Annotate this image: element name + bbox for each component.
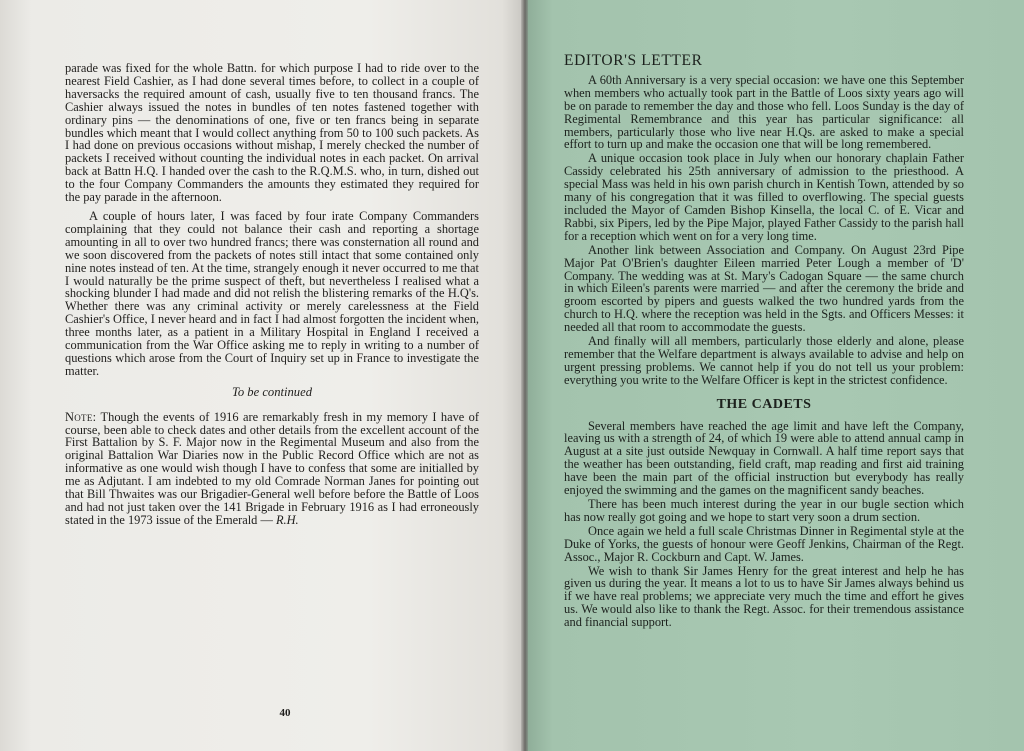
author-note <box>65 411 479 527</box>
left-article <box>65 62 479 533</box>
note-text: Though the events of 1916 are remarkably fresh in my memory I have of course, been able to check dates and other details from the excellent account of the First Battalion by S. F. Major now in the Regimental Museum and also from the original Battalion War Diaries now in the Public Record Office which are not as informative as one would wish though I have to confess that some are initialled by me as Adjutant. I am indebted to my old Comrade Norman Janes for pointing out that Bill Thwaites was our Brigadier-General well before before the Battle of Loos and had not just taken over the 141 Brigade in February 1916 as I had erroneously stated in the 1973 issue of the Emerald — <box>65 409 479 527</box>
page-number: 40 <box>279 707 291 719</box>
to-be-continued: To be continued <box>232 384 312 399</box>
editor-paragraph-1: A 60th Anniversary is a very special occasion: we have one this September when members who actually took part in the Battle of Loos sixty years ago will be on parade to remember the day and those who fell. Loos Sunday is the day of Regimental Remembrance and this year has particular significance: all members, particularly those who live near H.Qs. are asked to make a special effort to turn up and make the occasion one that will be long remembered. <box>564 72 964 152</box>
editors-letter-heading: EDITOR'S LETTER <box>564 52 703 69</box>
cadets-paragraph-1: Several members have reached the age limit and have left the Company, leaving us with a strength of 24, of which 19 were able to attend annual camp in August at a site just outside Newquay in Cornwall. A half time report says that the weather has been outstanding, field craft, map reading and first aid training have been the main part of the official instruction but everybody has really enjoyed the swimming and the games on the magnificent sandy beaches. <box>564 418 964 498</box>
cadets-paragraph-2: There has been much interest during the year in our bugle section which has now really got going and we hope to start very soon a drum section. <box>564 497 964 524</box>
right-page <box>528 0 1024 751</box>
note-signature: R.H. <box>275 512 299 527</box>
note-label: Note: <box>65 409 97 424</box>
editor-paragraph-4: And finally will all members, particularly those elderly and alone, please remember that the Welfare department is always available to advise and help on urgent pressing problems. We cannot help if you do not tell us your problem: everything you write to the Welfare Officer is kept in the strictest confidence. <box>564 334 964 387</box>
article-paragraph-2: A couple of hours later, I was faced by four irate Company Commanders complaining that they could not balance their cash and reporting a shortage amounting in all to over two hundred francs; there was consternation all round and we soon discovered from the packets of notes still intact that some contained only nine notes instead of ten. At the time, strangely enough it never occurred to me that I would naturally be the prime suspect of theft, but nevertheless I realised what a shocking blunder I had made and did not relish the blistering remarks of the H.Q's. Whether there was any criminal activity or merely carelessness at the Field Cashier's Office, I never heard and in fact I had almost forgotten the incident when, three months later, as a patient in a Military Hospital in England I received a communication from the War Office asking me to reply in writing to a number of questions which arose from the Court of Inquiry set up in France to investigate the matter. <box>65 208 479 378</box>
article-paragraph-1: parade was fixed for the whole Battn. for which purpose I had to ride over to the nearest Field Cashier, as I had done several times before, to collect in a couple of haversacks the required amount of cash, usually five to ten thousand francs. The Cashier always issued the notes in bundles of ten notes fastened together with ordinary pins — the denominations of one, five or ten francs being in separate bundles which meant that I would collect anything from 50 to 100 such packets. As I had done on previous occasions without mishap, I merely checked the number of packets I received without counting the individual notes in each packet. On arrival back at Battn H.Q. I handed over the cash to the R.Q.M.S. who, in turn, dished out to the four Company Commanders the amounts they estimated they required for the pay parade in the afternoon. <box>65 61 479 205</box>
cadets-paragraph-3: Once again we held a full scale Christmas Dinner in Regimental style at the Duke of Yorks, the guests of honour were Geoff Jenkins, Chairman of the Regt. Assoc., Major R. Cockburn and Capt. W. James. <box>564 523 964 564</box>
right-column <box>564 52 964 630</box>
cadets-heading: THE CADETS <box>716 396 812 412</box>
editor-paragraph-2: A unique occasion took place in July when our honorary chaplain Father Cassidy celebrated his 25th anniversary of admission to the priesthood. A special Mass was held in his own parish church in Kentish Town, attended by so many of his congregation that it was filled to overflowing. The special guests included the Mayor of Camden Bishop Kinsella, the local C. of E. Vicar and Rabbi, six Pipers, led by the Pipe Major, played Father Cassidy to the parish hall for a reception which went on for a very long time. <box>564 151 964 243</box>
cadets-paragraph-4: We wish to thank Sir James Henry for the great interest and help he has given us during the year. It means a lot to us to have Sir James always behind us if we have real problems; we appreciate very much the time and effort he gives us. We would also like to thank the Regt. Assoc. for their tremendous assistance and financial support. <box>564 563 964 630</box>
editor-paragraph-3: Another link between Association and Company. On August 23rd Pipe Major Pat O'Brien's daughter Eileen married Peter Lough a member of 'D' Company. The wedding was at St. Mary's Cadogan Square — the same church in which Eileen's parents were married — and after the ceremony the bride and groom escorted by pipers and guests walked the two hundred yards from the church to H.Q. where the reception was held in the Sgts. and Officers Messes: it needed all that room to accommodate the guests. <box>564 242 964 335</box>
